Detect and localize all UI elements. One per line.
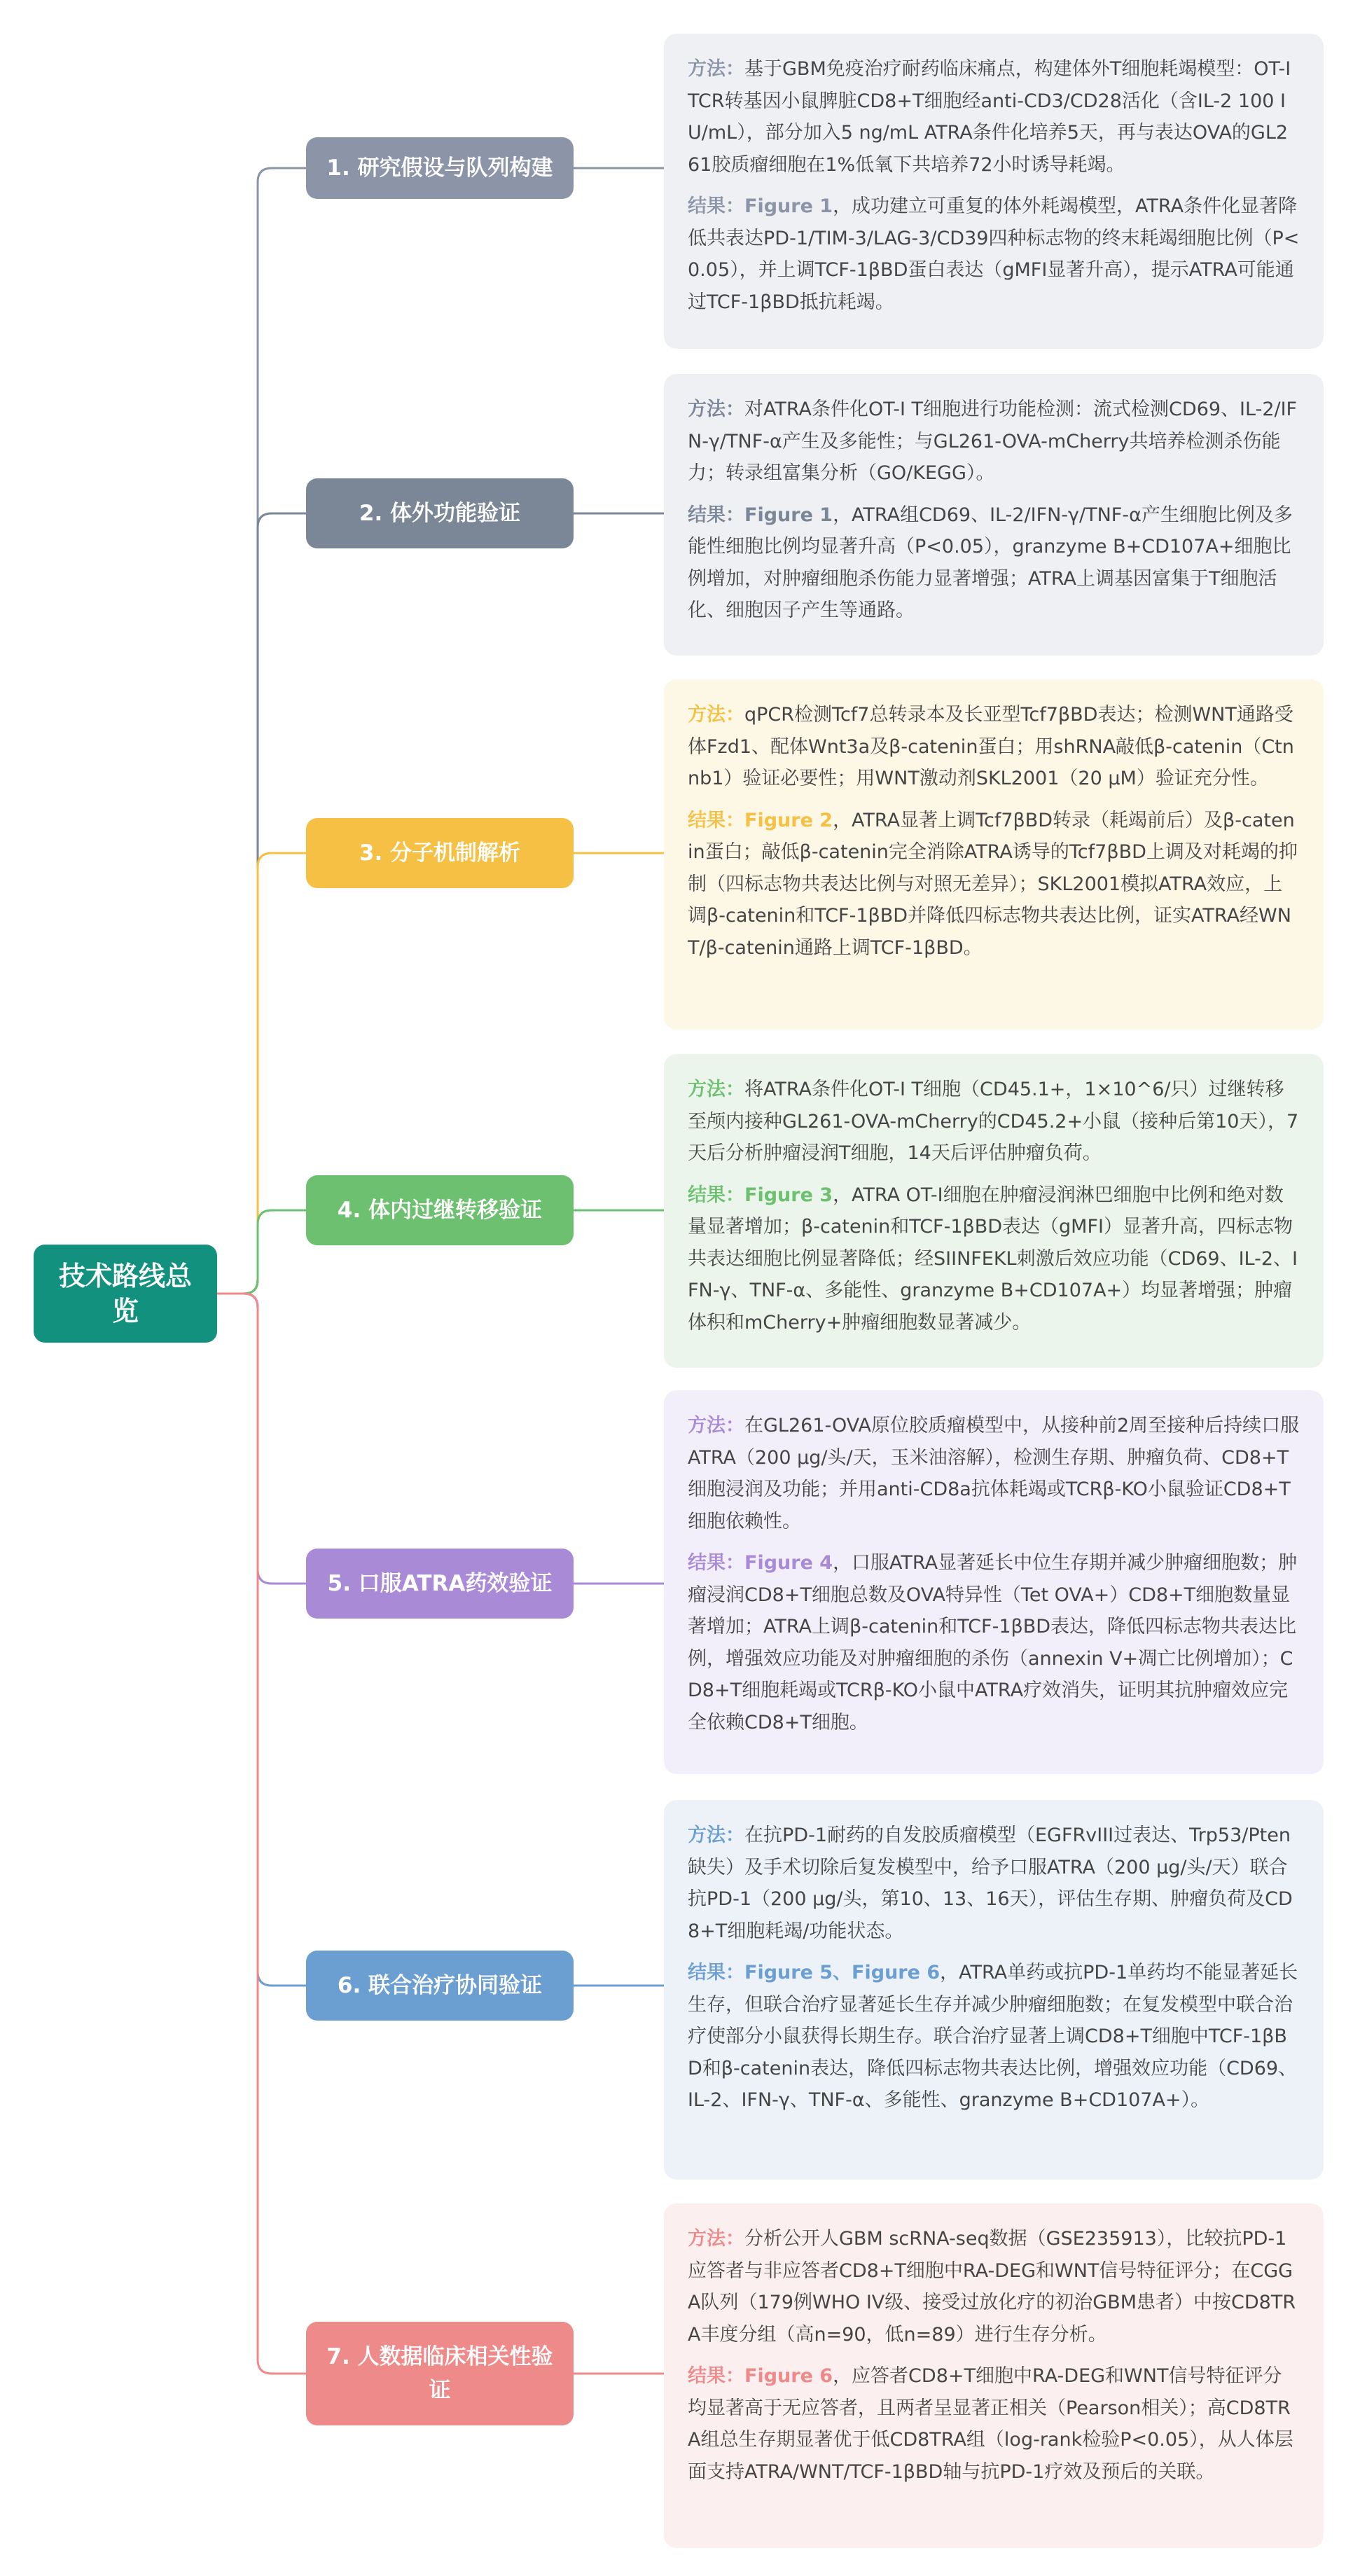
branch-connector-3	[217, 853, 306, 1294]
branch-connector-7	[217, 1294, 306, 2374]
detail-card-7	[664, 2203, 1324, 2548]
method-paragraph	[688, 1074, 1300, 1170]
result-paragraph	[688, 1957, 1300, 2117]
result-text: ，ATRA显著上调Tcf7βBD转录（耗竭前后）及β-catenin蛋白；敲低β-catenin完全消除ATRA诱导的Tcf7βBD上调及对耗竭的抑制（四标志物共表达比例与对照无差异）；SKL2001模拟ATRA效应，上调β-catenin和TCF-1βBD并降低四标志物共表达比例，证实ATRA经WNT/β-catenin通路上调TCF-1βBD。	[688, 809, 1298, 959]
branch-node-3: 3. 分子机制解析	[306, 818, 574, 888]
method-label: 方法：	[688, 1824, 744, 1846]
branch-connector-4	[217, 1210, 306, 1294]
branch-node-2: 2. 体外功能验证	[306, 478, 574, 548]
method-paragraph	[688, 394, 1300, 490]
result-label: 结果：	[688, 2365, 744, 2387]
result-paragraph	[688, 1547, 1300, 1738]
method-text: qPCR检测Tcf7总转录本及长亚型Tcf7βBD表达；检测WNT通路受体Fzd1、配体Wnt3a及β-catenin蛋白；用shRNA敲低β-catenin（Ctnnb1）验证必要性；用WNT激动剂SKL2001（20 μM）验证充分性。	[688, 704, 1294, 789]
branch-node-4: 4. 体内过继转移验证	[306, 1175, 574, 1245]
result-label: 结果：	[688, 1552, 744, 1574]
detail-card-4	[664, 1054, 1324, 1368]
result-paragraph	[688, 2360, 1300, 2488]
branch-connector-5	[217, 1294, 306, 1584]
detail-card-1	[664, 34, 1324, 349]
result-text: ，口服ATRA显著延长中位生存期并减少肿瘤细胞数；肿瘤浸润CD8+T细胞总数及OVA特异性（Tet OVA+）CD8+T细胞数量显著增加；ATRA上调β-catenin和TCF-1βBD表达，降低四标志物共表达比例，增强效应功能及对肿瘤细胞的杀伤（annexin V+凋亡比例增加）；CD8+T细胞耗竭或TCRβ-KO小鼠中ATRA疗效消失，证明其抗肿瘤效应完全依赖CD8+T细胞。	[688, 1552, 1298, 1733]
result-label: 结果：	[688, 809, 744, 831]
method-label: 方法：	[688, 1415, 744, 1436]
result-label: 结果：	[688, 1184, 744, 1206]
figure-reference: Figure 3	[744, 1184, 833, 1206]
root-node: 技术路线总览	[34, 1245, 217, 1343]
branch-connector-1	[217, 168, 306, 1294]
detail-card-2	[664, 374, 1324, 656]
figure-reference: Figure 5、Figure 6	[744, 1962, 941, 1983]
figure-reference: Figure 4	[744, 1552, 833, 1574]
figure-reference: Figure 1	[744, 504, 833, 526]
method-label: 方法：	[688, 1079, 744, 1100]
method-text: 将ATRA条件化OT-I T细胞（CD45.1+，1×10^6/只）过继转移至颅内接种GL261-OVA-mCherry的CD45.2+小鼠（接种后第10天），7天后分析肿瘤浸润T细胞，14天后评估肿瘤负荷。	[688, 1079, 1299, 1164]
detail-card-5	[664, 1390, 1324, 1774]
branch-connector-2	[217, 513, 306, 1294]
method-label: 方法：	[688, 704, 744, 726]
method-paragraph	[688, 1820, 1300, 1947]
result-text: ，ATRA单药或抗PD-1单药均不能显著延长生存，但联合治疗显著延长生存并减少肿瘤细胞数；在复发模型中联合治疗使部分小鼠获得长期生存。联合治疗显著上调CD8+T细胞中TCF-1βBD和β-catenin表达，降低四标志物共表达比例，增强效应功能（CD69、IL-2、IFN-γ、TNF-α、多能性、granzyme B+CD107A+）。	[688, 1962, 1298, 2111]
result-paragraph	[688, 499, 1300, 627]
method-label: 方法：	[688, 399, 744, 420]
method-paragraph	[688, 699, 1300, 795]
figure-reference: Figure 2	[744, 809, 833, 831]
figure-reference: Figure 1	[744, 195, 833, 217]
result-paragraph	[688, 1179, 1300, 1339]
result-label: 结果：	[688, 1962, 744, 1983]
branch-node-5: 5. 口服ATRA药效验证	[306, 1549, 574, 1619]
result-text: ，成功建立可重复的体外耗竭模型，ATRA条件化显著降低共表达PD-1/TIM-3/LAG-3/CD39四种标志物的终末耗竭细胞比例（P<0.05），并上调TCF-1βBD蛋白表达（gMFI显著升高），提示ATRA可能通过TCF-1βBD抵抗耗竭。	[688, 195, 1300, 313]
result-label: 结果：	[688, 504, 744, 526]
result-text: ，ATRA OT-I细胞在肿瘤浸润淋巴细胞中比例和绝对数量显著增加；β-catenin和TCF-1βBD表达（gMFI）显著升高，四标志物共表达细胞比例显著降低；经SIINFEKL刺激后效应功能（CD69、IL-2、IFN-γ、TNF-α、多能性、granzyme B+CD107A+）均显著增强；肿瘤体积和mCherry+肿瘤细胞数显著减少。	[688, 1184, 1298, 1334]
method-text: 分析公开人GBM scRNA-seq数据（GSE235913），比较抗PD-1应答者与非应答者CD8+T细胞中RA-DEG和WNT信号特征评分；在CGGA队列（179例WHO IV级、接受过放化疗的初治GBM患者）中按CD8TRA丰度分组（高n=90，低n=89）进行生存分析。	[688, 2228, 1296, 2346]
method-text: 在抗PD-1耐药的自发胶质瘤模型（EGFRvIII过表达、Trp53/Pten缺失）及手术切除后复发模型中，给予口服ATRA（200 μg/头/天）联合抗PD-1（200 μg/头，第10、13、16天），评估生存期、肿瘤负荷及CD8+T细胞耗竭/功能状态。	[688, 1824, 1293, 1942]
method-text: 在GL261-OVA原位胶质瘤模型中，从接种前2周至接种后持续口服ATRA（200 μg/头/天，玉米油溶解），检测生存期、肿瘤负荷、CD8+T细胞浸润及功能；并用anti-CD8a抗体耗竭或TCRβ-KO小鼠验证CD8+T细胞依赖性。	[688, 1415, 1300, 1532]
result-paragraph	[688, 191, 1300, 318]
detail-card-6	[664, 1800, 1324, 2180]
result-label: 结果：	[688, 195, 744, 217]
branch-node-1: 1. 研究假设与队列构建	[306, 137, 574, 199]
method-label: 方法：	[688, 58, 744, 80]
method-paragraph	[688, 1410, 1300, 1537]
result-paragraph	[688, 805, 1300, 964]
figure-reference: Figure 6	[744, 2365, 833, 2387]
branch-connector-6	[217, 1294, 306, 1986]
branch-node-7: 7. 人数据临床相关性验证	[306, 2322, 574, 2425]
result-text: ，ATRA组CD69、IL-2/IFN-γ/TNF-α产生细胞比例及多能性细胞比例均显著升高（P<0.05），granzyme B+CD107A+细胞比例增加，对肿瘤细胞杀伤能力显著增强；ATRA上调基因富集于T细胞活化、细胞因子产生等通路。	[688, 504, 1293, 621]
method-label: 方法：	[688, 2228, 744, 2250]
result-text: ，应答者CD8+T细胞中RA-DEG和WNT信号特征评分均显著高于无应答者，且两者呈显著正相关（Pearson相关）；高CD8TRA组总生存期显著优于低CD8TRA组（log-rank检验P<0.05），从人体层面支持ATRA/WNT/TCF-1βBD轴与抗PD-1疗效及预后的关联。	[688, 2365, 1293, 2483]
branch-node-6: 6. 联合治疗协同验证	[306, 1951, 574, 2021]
method-text: 基于GBM免疫治疗耐药临床痛点，构建体外T细胞耗竭模型：OT-I TCR转基因小鼠脾脏CD8+T细胞经anti-CD3/CD28活化（含IL-2 100 IU/mL），部分加入5 ng/mL ATRA条件化培养5天，再与表达OVA的GL261胶质瘤细胞在1%低氧下共培养72小时诱导耗竭。	[688, 58, 1291, 176]
method-paragraph	[688, 2223, 1300, 2350]
detail-card-3	[664, 679, 1324, 1030]
method-paragraph	[688, 53, 1300, 181]
method-text: 对ATRA条件化OT-I T细胞进行功能检测：流式检测CD69、IL-2/IFN-γ/TNF-α产生及多能性；与GL261-OVA-mCherry共培养检测杀伤能力；转录组富集分析（GO/KEGG）。	[688, 399, 1298, 484]
